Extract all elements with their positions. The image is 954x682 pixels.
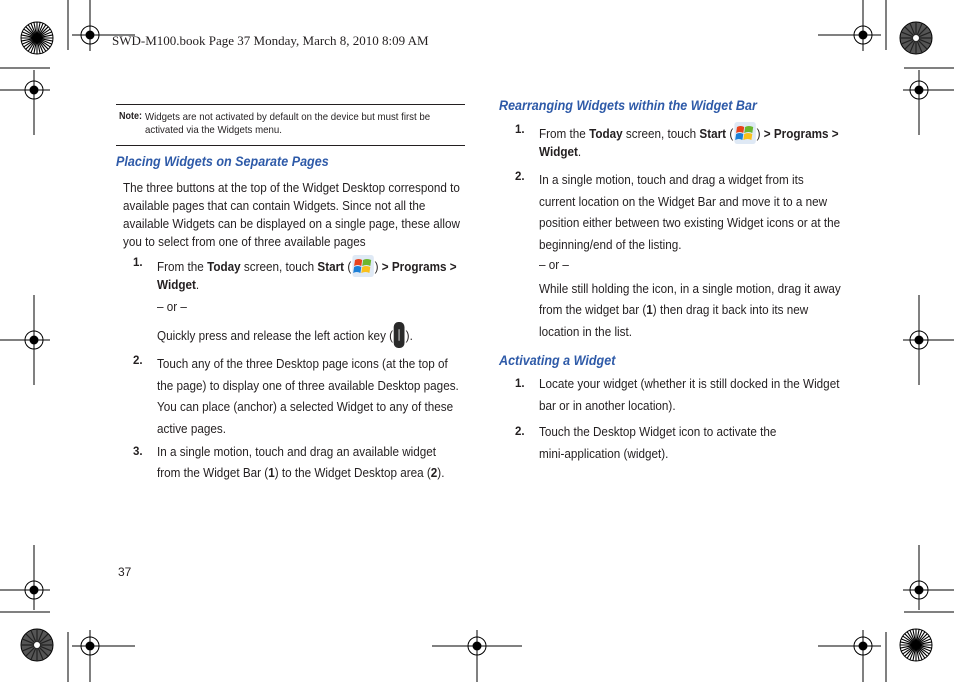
step-number: 1. [515, 378, 525, 390]
note-text [145, 111, 449, 137]
step-line: active pages. [157, 421, 226, 437]
step-number: 1. [133, 257, 143, 269]
windows-start-icon [352, 255, 374, 277]
start-label: Start [317, 259, 345, 274]
programs-label: > Programs > [381, 259, 457, 274]
step-line: beginning/end of the listing. [539, 237, 682, 253]
file-info-header: SWD-M100.book Page 37 Monday, March 8, 2010 8:09 AM [112, 33, 429, 48]
note-box [116, 104, 465, 146]
today-label: Today [207, 259, 241, 274]
widget-label: Widget [539, 144, 578, 159]
section-heading-activating: Activating a Widget [499, 353, 616, 368]
step-1-line: From the Today screen, touch Start ( ) > Programs > [157, 255, 457, 277]
step-1-line: Widget. [539, 144, 582, 159]
intro-paragraph [123, 179, 460, 251]
step-2-alt-line: location in the list. [539, 324, 633, 339]
step-2-alt-line: While still holding the icon, in a single motion, drag it away [539, 281, 841, 296]
activate-step-line: bar or in another location). [539, 398, 676, 413]
note-line: Widgets are not activated by default on the device but must first be [145, 111, 431, 123]
note-label: Note: [119, 111, 143, 122]
or-separator: – or – [539, 257, 569, 272]
step-number: 2. [515, 171, 525, 183]
start-label: Start [699, 126, 727, 141]
step-line: Touch any of the three Desktop page icons (at the top of [157, 356, 448, 371]
step-line: the page) to display one of three available Desktop pages. [157, 377, 459, 393]
left-action-key-icon [393, 322, 406, 348]
step-1-alt: Quickly press and release the left action key ( ). [157, 322, 413, 348]
step-1-line: From the Today screen, touch Start ( ) > Programs > [539, 122, 839, 144]
activate-step-line: mini-application (widget). [539, 446, 669, 461]
paragraph-line: available Widgets can be displayed on a single page, these allow [123, 216, 460, 231]
step-line: In a single motion, touch and drag a widget from its [539, 172, 804, 187]
step-3-line: In a single motion, touch and drag an available widget [157, 444, 437, 459]
paragraph-line: you to select from one of three available pages [123, 234, 366, 249]
step-number: 2. [515, 426, 525, 438]
section-heading-rearranging: Rearranging Widgets within the Widget Bar [499, 98, 757, 113]
activate-step-line: Touch the Desktop Widget icon to activate the [539, 424, 777, 439]
page-number: 37 [118, 565, 132, 579]
windows-start-icon [734, 122, 756, 144]
step-number: 3. [133, 446, 143, 458]
step-number: 2. [133, 355, 143, 367]
today-label: Today [589, 126, 623, 141]
step-1-line: Widget. [157, 277, 200, 292]
widget-label: Widget [157, 277, 196, 292]
step-line: current location on the Widget Bar and move it to a new [539, 193, 828, 209]
activate-step-line: Locate your widget (whether it is still docked in the Widget [539, 376, 840, 391]
paragraph-line: available pages that can contain Widgets. Since not all the [123, 198, 426, 213]
step-2-alt-line: from the widget bar (1) then drag it back into its new [539, 302, 809, 317]
or-separator: – or – [157, 299, 187, 314]
step-line: You can place (anchor) a selected Widget to any of these [157, 399, 454, 415]
step-2-text [539, 169, 840, 256]
step-number: 1. [515, 124, 525, 136]
step-3-line: from the Widget Bar (1) to the Widget Desktop area (2). [157, 465, 445, 480]
programs-label: > Programs > [763, 126, 839, 141]
section-heading-placing: Placing Widgets on Separate Pages [116, 154, 329, 169]
paragraph-line: The three buttons at the top of the Widget Desktop correspond to [123, 180, 460, 195]
step-line: position either between two existing Widget icons or at the [539, 215, 841, 231]
note-line: activated via the Widgets menu. [145, 124, 282, 136]
step-2-text [157, 353, 459, 440]
